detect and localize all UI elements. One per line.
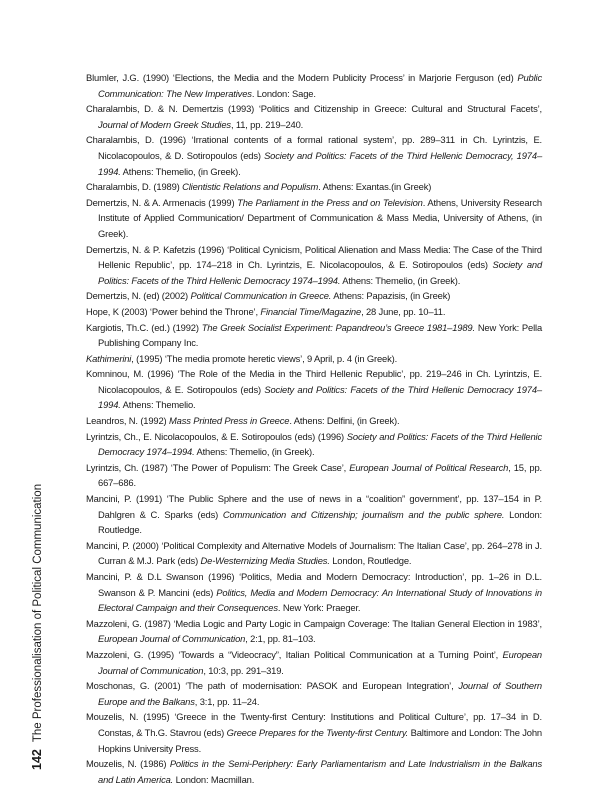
- reference-text: Mazzoleni, G. (1987) ‘Media Logic and Party Logic in Campaign Coverage: The Italian General Election in 1983’,: [86, 617, 542, 629]
- reference-text: Baltimore and London: The John Hopkins University Press.: [98, 726, 542, 754]
- reference-text: . New York: Praeger.: [277, 602, 361, 614]
- reference-title-italic: Journal of Southern Europe and the Balkans: [98, 680, 542, 707]
- reference-entry: [86, 179, 542, 195]
- reference-entry: [86, 242, 542, 289]
- reference-text: Komninou, M. (1996) ‘The Role of the Media in the Third Hellenic Republic’, pp. 219–246 in Ch. Lyrintzis, E. Nicolacopoulos, & E. Sotiropoulos (eds): [86, 368, 542, 395]
- reference-title-italic: Communication and Citizenship; journalism and the public sphere.: [222, 508, 505, 520]
- reference-text: . Athens, University Research Institute of Applied Communication/ Department of Communication & Mass Media, University of Athens, (in Greek).: [98, 196, 542, 239]
- reference-entry: [86, 569, 542, 616]
- reference-entry: [86, 756, 542, 787]
- reference-title-italic: Kathimerini: [86, 352, 132, 364]
- running-head-text: [26, 484, 49, 770]
- reference-title-italic: Society and Politics: Facets of the Third Hellenic Democracy, 1974–1994.: [98, 149, 543, 177]
- reference-text: Athens: Themelio, (in Greek).: [340, 274, 461, 286]
- reference-entry: [86, 709, 542, 756]
- reference-list: [86, 70, 542, 787]
- reference-entry: [86, 491, 542, 538]
- reference-text: , (1995) ‘The media promote heretic views’, 9 April, p. 4 (in Greek).: [131, 352, 398, 364]
- reference-text: Mancini, P. (1991) ‘The Public Sphere and the use of news in a “coalition” government’, pp. 137–154 in P. Dahlgren & C. Sparks (eds): [86, 493, 542, 520]
- reference-text: Mouzelis, N. (1995) ‘Greece in the Twenty-first Century: Institutions and Political Culture’, pp. 17–34 in D. Constas, & Th.G. Stavrou (eds): [86, 711, 542, 738]
- reference-text: Lyrintzis, Ch., E. Nicolacopoulos, & E. Sotiropoulos (eds) (1996): [86, 430, 347, 442]
- reference-text: London: Macmillan.: [173, 773, 255, 785]
- running-title: The Professionalisation of Political Communication: [32, 483, 44, 743]
- reference-entry: [86, 70, 542, 101]
- reference-entry: [86, 101, 542, 132]
- page-number: 142: [30, 749, 44, 770]
- reference-text: , 10:3, pp. 291–319.: [203, 664, 284, 676]
- reference-text: London: Routledge.: [98, 508, 543, 536]
- reference-text: . London: Sage.: [251, 87, 316, 99]
- reference-text: Leandros, N. (1992): [86, 415, 169, 427]
- reference-title-italic: Clientistic Relations and Populism: [182, 181, 319, 193]
- reference-text: Demertzis, N. & P. Kafetzis (1996) ‘Political Cynicism, Political Alienation and Mass Media: The Case of the Third Hellenic Republic’, pp. 174–218 in Ch. Lyrintzis, E. Nicolacopoulos, & E. Sotiropoulos (eds): [86, 243, 542, 271]
- reference-text: , 11, pp. 219–240.: [230, 118, 304, 130]
- reference-title-italic: Society and Politics: Facets of the Third Hellenic Democracy 1974–1994.: [98, 259, 543, 286]
- reference-title-italic: Political Communication in Greece.: [190, 290, 332, 302]
- reference-title-italic: Society and Politics: Facets of the Third Hellenic Democracy 1974–1994.: [98, 383, 542, 411]
- reference-title-italic: Politics in the Semi-Periphery: Early Parliamentarism and Late Industrialism in the Balkans and Latin America.: [98, 758, 543, 785]
- reference-title-italic: Greece Prepares for the Twenty-first Century.: [226, 726, 409, 738]
- reference-text: Mouzelis, N. (1986): [86, 758, 170, 770]
- reference-entry: [86, 616, 542, 647]
- reference-entry: [86, 320, 542, 351]
- reference-entry: [86, 538, 542, 569]
- reference-text: Mazzoleni, G. (1995) ‘Towards a “Videocracy”, Italian Political Communication at a Turning Point’,: [86, 648, 503, 660]
- reference-entry: [86, 195, 542, 242]
- reference-title-italic: European Journal of Political Research: [349, 461, 509, 473]
- reference-text: Athens: Themelio, (in Greek).: [194, 446, 315, 458]
- reference-text: Charalambis, D. (1996) ‘Irrational contents of a formal rational system’, pp. 289–311 in Ch. Lyrintzis, E. Nicolacopoulos, & D. Sotiropoulos (eds): [86, 134, 542, 161]
- reference-text: Demertzis, N. & A. Armenacis (1999): [86, 196, 238, 208]
- reference-title-italic: Financial Time/Magazine: [260, 305, 362, 317]
- reference-title-italic: European Journal of Communication: [98, 633, 246, 645]
- reference-text: Athens: Themelio.: [120, 399, 196, 411]
- reference-title-italic: De-Westernizing Media Studies.: [200, 555, 330, 567]
- reference-entry: [86, 366, 542, 413]
- reference-text: Charalambis, D. & N. Demertzis (1993) ‘Politics and Citizenship in Greece: Cultural and Structural Facets’,: [86, 103, 542, 115]
- reference-entry: [86, 288, 542, 304]
- reference-entry: [86, 647, 542, 678]
- reference-text: Charalambis, D. (1989): [86, 181, 183, 193]
- reference-entry: [86, 351, 542, 367]
- reference-text: , 15, pp. 667–686.: [98, 461, 543, 489]
- reference-text: , 2:1, pp. 81–103.: [245, 633, 316, 645]
- reference-text: Moschonas, G. (2001) ‘The path of modernisation: PASOK and European Integration’,: [86, 680, 459, 692]
- reference-title-italic: Society and Politics: Facets of the Third Hellenic Democracy 1974–1994.: [98, 430, 542, 458]
- reference-entry: [86, 678, 542, 709]
- reference-text: Mancini, P. (2000) ‘Political Complexity and Alternative Models of Journalism: The Italian Case’, pp. 264–278 in J. Curran & M.J. Park (eds): [86, 539, 542, 567]
- reference-title-italic: Journal of Modern Greek Studies: [98, 118, 231, 130]
- reference-text: Athens: Papazisis, (in Greek): [331, 290, 451, 302]
- reference-title-italic: Politics, Media and Modern Democracy: An International Study of Innovations in Electoral Campaign and their Consequences: [98, 586, 542, 614]
- reference-title-italic: Mass Printed Press in Greece: [169, 415, 290, 427]
- reference-text: Blumler, J.G. (1990) ‘Elections, the Media and the Modern Publicity Process’ in Marjorie Ferguson (ed): [86, 72, 518, 83]
- reference-text: Mancini, P. & D.L Swanson (1996) ‘Politics, Media and Modern Democracy: Introduction’, pp. 1–26 in D.L. Swanson & P. Mancini (eds): [86, 571, 542, 598]
- reference-entry: [86, 132, 542, 179]
- reference-text: Kargiotis, Th.C. (ed.) (1992): [86, 321, 202, 333]
- reference-text: Hope, K (2003) ‘Power behind the Throne’,: [86, 305, 261, 317]
- reference-text: , 3:1, pp. 11–24.: [194, 695, 260, 707]
- reference-text: New York: Pella Publishing Company Inc.: [98, 321, 543, 349]
- reference-text: . Athens: Delfini, (in Greek).: [289, 415, 400, 427]
- reference-title-italic: European Journal of Communication: [98, 648, 542, 676]
- reference-entry: [86, 429, 542, 460]
- running-head: [26, 470, 48, 770]
- reference-title-italic: The Greek Socialist Experiment: Papandreou’s Greece 1981–1989.: [201, 321, 475, 333]
- reference-entry: [86, 413, 542, 429]
- reference-text: , 28 June, pp. 10–11.: [361, 305, 446, 317]
- reference-entry: [86, 304, 542, 320]
- reference-text: London, Routledge.: [329, 555, 412, 567]
- reference-entry: [86, 460, 542, 491]
- reference-text: . Athens: Exantas.(in Greek): [318, 181, 432, 193]
- reference-text: Lyrintzis, Ch. (1987) ‘The Power of Populism: The Greek Case’,: [86, 461, 350, 473]
- reference-text: Athens: Themelio, (in Greek).: [120, 165, 241, 177]
- reference-title-italic: The Parliament in the Press and on Television: [237, 196, 423, 208]
- reference-title-italic: Public Communication: The New Imperatives: [98, 72, 542, 99]
- reference-text: Demertzis, N. (ed) (2002): [86, 290, 191, 302]
